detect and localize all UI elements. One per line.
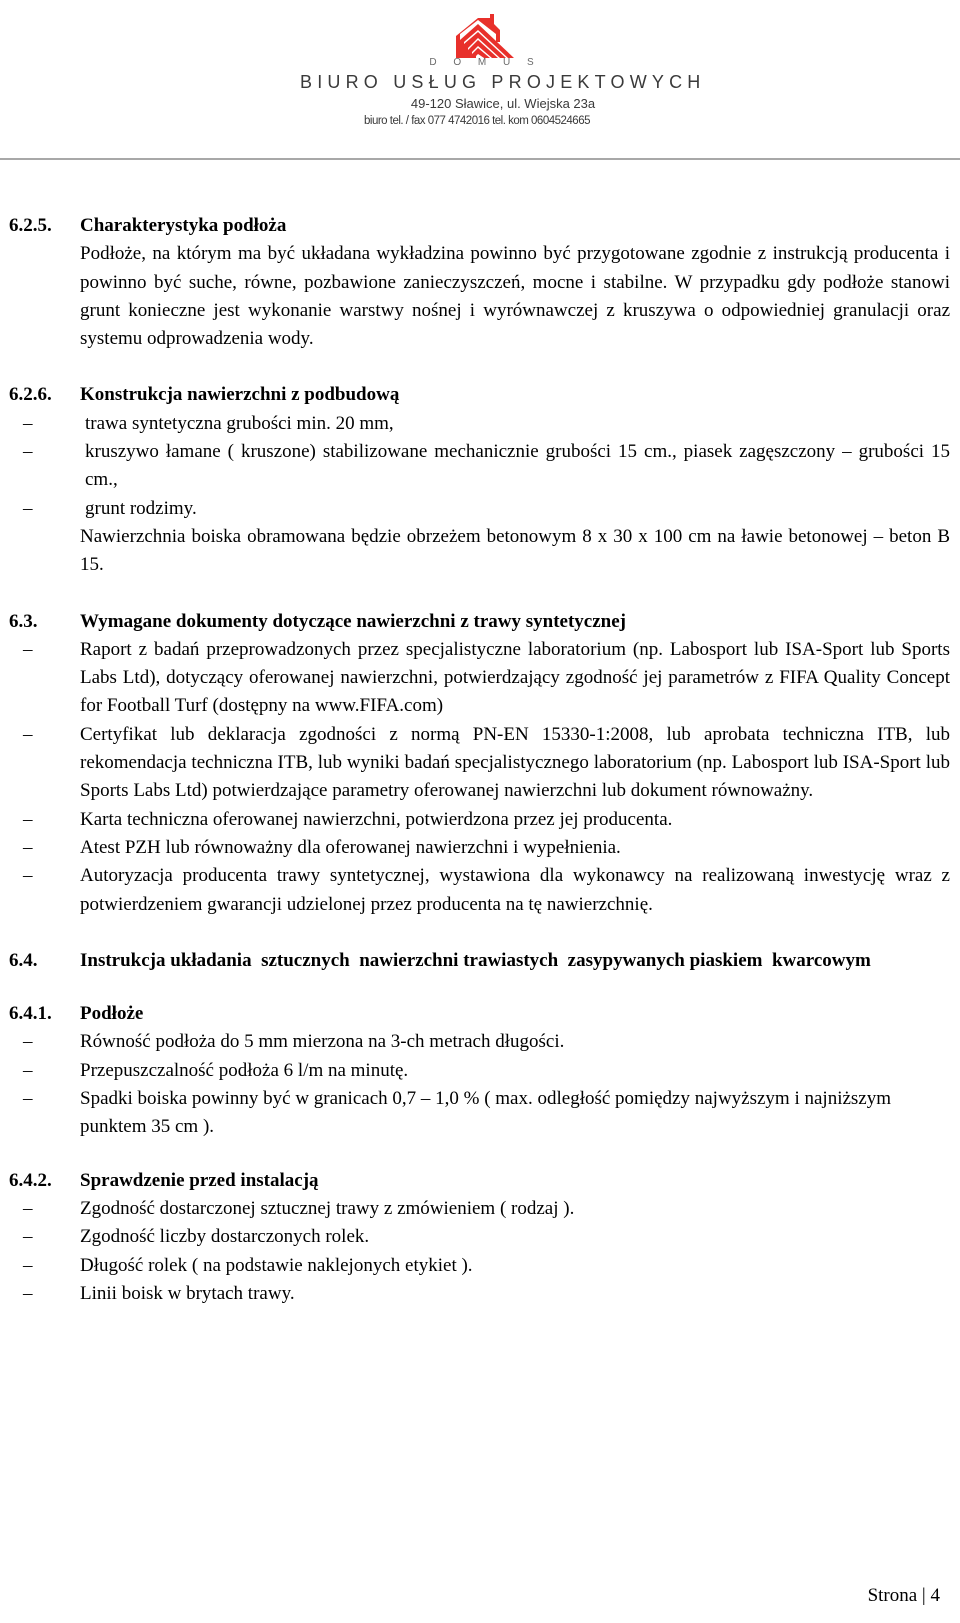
logo-domus: D O M U S: [429, 57, 541, 68]
list-item-text: Certyfikat lub deklaracja zgodności z normą PN-EN 15330-1:2008, lub aprobata techniczna ITB, lub rekomendacja techniczna ITB, lub wyniki badań specjalistycznego laboratorium (np. Labosport lub ISA-Sport lub Sports Labs Ltd) potwierdzające parametry oferowanej nawierzchni lub dokument równoważny.: [80, 723, 950, 802]
section-number: 6.4.1.: [9, 1003, 52, 1025]
section-title: Instrukcja układania sztucznych nawierzchni trawiastych zasypywanych piaskiem kwarcowym: [80, 949, 871, 971]
list-item-text: Zgodność dostarczonej sztucznej trawy z zmówieniem ( rodzaj ).: [80, 1197, 575, 1219]
dash-bullet: –: [23, 1254, 33, 1276]
list-item: [9, 1028, 950, 1056]
company-name: BIURO USŁUG PROJEKTOWYCH: [300, 72, 706, 92]
list-item: [9, 1252, 950, 1280]
letterhead: [0, 0, 960, 160]
dash-bullet: –: [23, 412, 33, 434]
list-item: [9, 834, 950, 862]
list-item-text: grunt rodzimy.: [85, 497, 197, 519]
list-item: [9, 1195, 950, 1223]
dash-bullet: –: [23, 1031, 33, 1053]
list-item: [9, 721, 950, 806]
header-divider: [0, 158, 960, 160]
section-number: 6.3.: [9, 610, 38, 632]
dash-bullet: –: [23, 836, 33, 858]
company-address: 49-120 Sławice, ul. Wiejska 23a: [410, 96, 596, 111]
dash-bullet: –: [23, 1226, 33, 1248]
dash-bullet: –: [23, 1088, 33, 1110]
dash-bullet: –: [23, 808, 33, 830]
section-title: Charakterystyka podłoża: [80, 215, 287, 236]
list-item: [9, 862, 950, 919]
dash-bullet: –: [23, 865, 33, 887]
section-6-4-2: [9, 1167, 950, 1195]
section-title: Wymagane dokumenty dotyczące nawierzchni z trawy syntetycznej: [80, 610, 626, 632]
section-paragraph: Nawierzchnia boiska obramowana będzie obrzeżem betonowym 8 x 30 x 100 cm na ławie betonowej – beton B 15.: [80, 525, 950, 576]
company-phones: biuro tel. / fax 077 4742016 tel. kom 0604524665: [364, 115, 590, 127]
page-number: Strona | 4: [867, 1585, 940, 1606]
list-item-text: Długość rolek ( na podstawie naklejonych etykiet ).: [80, 1254, 473, 1276]
section-number: 6.4.: [9, 949, 38, 971]
list-item-text: Linii boisk w brytach trawy.: [80, 1282, 295, 1304]
dash-bullet: –: [23, 723, 33, 745]
section-title: Sprawdzenie przed instalacją: [80, 1169, 319, 1191]
list-item: [9, 1057, 950, 1085]
list-item: [9, 410, 950, 438]
list-item-text: Równość podłoża do 5 mm mierzona na 3-ch metrach długości.: [80, 1031, 565, 1053]
list-item: [9, 1280, 950, 1308]
section-paragraph: Podłoże, na którym ma być układana wykładzina powinno być przygotowane zgodnie z instrukcją producenta i powinno być suche, równe, pozbawione zanieczyszczeń, mocne i stabilne. W przypadku gdy podłoże stanowi grunt konieczne jest wykonanie warstwy nośnej i wyrównawczej z kruszywa o odpowiedniej granulacji oraz systemu odprowadzenia wody.: [80, 243, 950, 350]
list-item-text: trawa syntetyczna grubości min. 20 mm,: [85, 412, 394, 434]
list-item-text: Autoryzacja producenta trawy syntetycznej, wystawiona dla wykonawcy na realizowaną inwestycję wraz z potwierdzeniem gwarancji udzielonej przez producenta na tę nawierzchnię.: [80, 865, 950, 915]
list-item-text: Spadki boiska powinny być w granicach 0,7 – 1,0 % ( max. odległość pomiędzy najwyższym i najniższym punktem 35 cm ).: [80, 1088, 892, 1138]
document-body: [9, 212, 950, 1308]
list-item: [9, 495, 950, 523]
section-6-4: [9, 947, 950, 975]
list-item-text: kruszywo łamane ( kruszone) stabilizowane mechanicznie grubości 15 cm., piasek zagęszczony – grubości 15 cm.,: [85, 441, 950, 491]
list-item: [9, 636, 950, 721]
section-title: Konstrukcja nawierzchni z podbudową: [80, 384, 400, 406]
list-item: [9, 1223, 950, 1251]
list-item-text: Zgodność liczby dostarczonych rolek.: [80, 1226, 370, 1248]
section-title: Podłoże: [80, 1003, 144, 1025]
section-number: 6.4.2.: [9, 1169, 52, 1191]
section-6-2-5: [9, 212, 950, 353]
dash-bullet: –: [23, 1282, 33, 1304]
dash-bullet: –: [23, 1059, 33, 1081]
dash-bullet: –: [23, 1197, 33, 1219]
section-number: 6.2.6.: [9, 384, 52, 406]
list-item-text: Karta techniczna oferowanej nawierzchni, potwierdzona przez jej producenta.: [80, 808, 673, 830]
list-item-text: Raport z badań przeprowadzonych przez specjalistyczne laboratorium (np. Labosport lub ISA-Sport lub Sports Labs Ltd), dotyczący oferowanej nawierzchni, potwierdzający zgodność jej parametrów z FIFA Quality Concept for Football Turf (dostępny na www.FIFA.com): [80, 638, 950, 717]
list-item: [9, 806, 950, 834]
house-roof-logo-icon: [440, 12, 530, 60]
dash-bullet: –: [23, 497, 33, 519]
list-item-text: Atest PZH lub równoważny dla oferowanej nawierzchni i wypełnienia.: [80, 836, 621, 858]
section-number: 6.2.5.: [9, 215, 52, 236]
dash-bullet: –: [23, 441, 33, 463]
list-item: [9, 438, 950, 495]
section-6-4-1: [9, 1000, 950, 1028]
section-6-3: [9, 608, 950, 636]
section-6-2-6: [9, 381, 950, 409]
list-item: [9, 1085, 950, 1142]
dash-bullet: –: [23, 638, 33, 660]
list-item-text: Przepuszczalność podłoża 6 l/m na minutę.: [80, 1059, 409, 1081]
